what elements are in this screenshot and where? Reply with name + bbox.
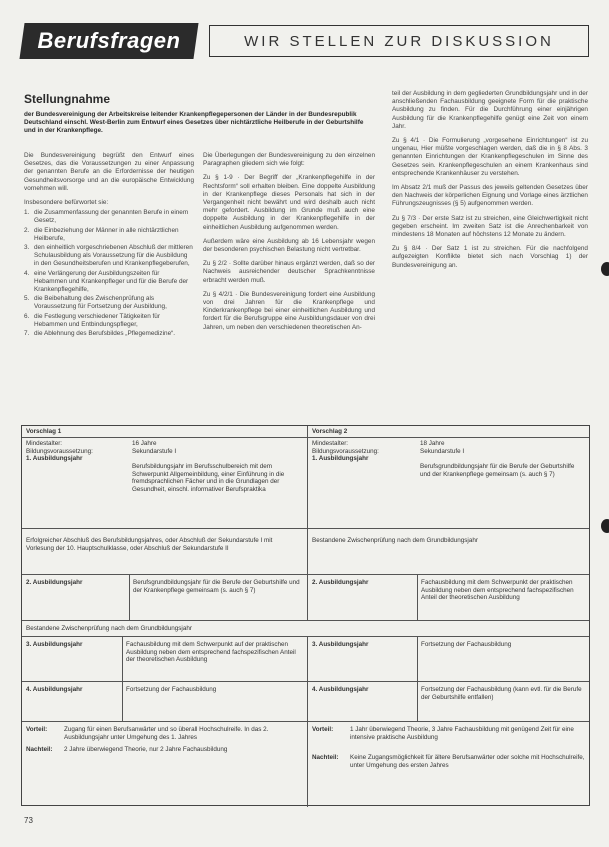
section-title: WIR STELLEN ZUR DISKUSSION: [244, 32, 554, 50]
list-item: 6. die Festlegung verschiedener Tätigkeiten für Hebammen und Entbindungspfleger,: [24, 312, 160, 328]
cell: Fortsetzung der Fachausbildung: [126, 686, 217, 693]
cell: Fortsetzung der Fachausbildung: [421, 641, 512, 648]
list-item: 3. den einheitlich vorgeschriebenen Abschluß der mittleren Schulausbildung als Voraussetzung für die Ausbildung in den Gesundheitsberufen und Krankenpflegeberufen,: [24, 244, 193, 268]
paragraph: Zu § 2/2 · Sollte darüber hinaus ergänzt werden, daß so der Nachweis ausreichender deutscher Sprachkenntnisse erbracht werden muß.: [203, 260, 375, 284]
vorteil-label: Vorteil:: [26, 726, 48, 733]
text-column-3: [392, 90, 588, 276]
paragraph: Im Absatz 2/1 muß der Passus des jeweils geltenden Gesetzes über den Nachweis der körperlichen Eignung und Vorlage eines ärztlichen Führungszeugnisses (§ 5) aufgenommen werden.: [392, 184, 588, 208]
text-column-1: [24, 152, 194, 339]
vorteil-label: Vorteil:: [312, 726, 334, 733]
cell: Fachausbildung mit dem Schwerpunkt der praktischen Ausbildung neben dem entsprechend fachspezifischen Anteil der theoretischen Ausbildung: [421, 579, 574, 602]
paragraph: Zu § 1-9 · Der Begriff der „Krankenpflegehilfe in der Rechtsform“ soll erhalten bleiben. Eine doppelte Ausbildung in der Krankenpflege dieses Personals hat sich in der Vergangenheit nicht bewährt und wird deshalb auch nicht mehr gefordert. Ausbildung im Grunde muß auch eine doppelte Ausbildung in der Krankenpflegehilfe in der einheitlichen Ausbildung aufgenommen werden.: [203, 174, 375, 231]
cell: Fortsetzung der Fachausbildung (kann evtl. für die Berufe der Geburtshilfe entfallen): [421, 686, 582, 701]
v1-labels: Mindestalter: Bildungsvoraussetzung: 1. Ausbildungsjahr: [26, 440, 93, 463]
nachteil-label: Nachteil:: [26, 746, 53, 753]
transition-left: Erfolgreicher Abschluß des Berufsbildungsjahres, oder Abschluß der Sekundarstufe I mit Vorlesung der 10. Hauptschulklasse, oder Abschluß der Sekundarstufe II: [26, 537, 273, 552]
nachteil-label: Nachteil:: [312, 754, 339, 761]
section-tag-label: Berufsfragen: [37, 28, 181, 53]
row-label: 4. Ausbildungsjahr: [26, 686, 83, 693]
v1-title: Vorschlag 1: [26, 428, 62, 435]
paragraph: Zu § 8/4 · Der Satz 1 ist zu streichen. Für die nachfolgend aufgezeigten Konflikte bietet sich nach Vorschlag 1) der Bundesvereinigung an.: [392, 245, 588, 269]
row-label: 2. Ausbildungsjahr: [312, 579, 369, 586]
binder-hole-marker: [601, 262, 609, 276]
section-tag: [19, 23, 198, 59]
cell: Berufsgrundbildungsjahr für die Berufe der Geburtshilfe und der Krankenpflege gemeinsam (s. auch § 7): [133, 579, 300, 594]
list-item: 4. eine Verlängerung der Ausbildungszeiten für Hebammen und Krankenpfleger und für die Berufe der Krankenpflegehilfe,: [24, 269, 189, 294]
v2-vorteil: 1 Jahr überwiegend Theorie, 3 Jahre Fachausbildung mit genügend Zeit für eine intensive praktische Ausbildung: [350, 726, 574, 741]
comparison-table: [21, 425, 590, 806]
list-item: 7. die Ablehnung des Berufsbildes „Pflegemedizine“.: [24, 330, 176, 338]
row-label: 2. Ausbildungsjahr: [26, 579, 83, 586]
v2-title: Vorschlag 2: [312, 428, 348, 435]
paragraph: Die Überlegungen der Bundesvereinigung zu den einzelnen Paragraphen gliedern sich wie folgt:: [203, 152, 375, 168]
list-item: 1. die Zusammenfassung der genannten Berufe in einem Gesetz,: [24, 209, 189, 225]
transition-left-2: Bestandene Zwischenprüfung nach dem Grundbildungsjahr: [26, 625, 192, 632]
v1-nachteil: 2 Jahre überwiegend Theorie, nur 2 Jahre Fachausbildung: [64, 746, 228, 753]
v2-labels: Mindestalter: Bildungsvoraussetzung: 1. Ausbildungsjahr: [312, 440, 379, 463]
article-title: Stellungnahme: [24, 92, 111, 106]
section-title-box: [209, 25, 589, 57]
paragraph: Die Bundesvereinigung begrüßt den Entwurf eines Gesetzes, das die Voraussetzungen zu einer Anpassung der genannten Berufe an die Erfordernisse der heutigen Gesundheitsvorsorge und an die europäische Entwicklung vornehmen will.: [24, 152, 194, 192]
support-list: [24, 209, 194, 338]
row-label: 4. Ausbildungsjahr: [312, 686, 369, 693]
paragraph: Zu § 4/1 · Die Formulierung „vorgesehene Einrichtungen“ ist zu ungenau, Hier müßte vorgeschlagen werden, daß die in § 8 Abs. 3 genannten Einrichtungen der Krankenpflegeschulen im Sinne des Gesetzes sein. Krankenpflegeschulen an einem Krankenhaus sind entsprechende Krankenhäuser zu verstehen.: [392, 137, 588, 177]
text-column-2: [203, 152, 375, 338]
list-item: 5. die Beibehaltung des Zwischenprüfung als Voraussetzung für Fortsetzung der Ausbildung,: [24, 295, 167, 311]
cell: Fachausbildung mit dem Schwerpunkt auf der praktischen Ausbildung neben dem entsprechend fachspezifischen Anteil der theoretischen Ausbildung: [126, 641, 296, 664]
paragraph: Zu § 4/2/1 · Die Bundesvereinigung fordert eine Ausbildung von drei Jahren für die Krankenpflege und Kinderkrankenpflege bei einer einheitlichen Ausbildung und fordert für die Berufsgruppe eine Ausbildungsdauer von drei Jahren, um neben den verschiedenen theoretischen An-: [203, 290, 375, 331]
article-lead: der Bundesvereinigung der Arbeitskreise leitender Krankenpflegepersonen der Länder in der Bundesrepublik Deutschland einschl. West-Berlin zum Entwurf eines Gesetzes über nichtärztliche Heilberufe in der Geburtshilfe und in der Krankenpflege.: [24, 111, 364, 135]
transition-right: Bestandene Zwischenprüfung nach dem Grundbildungsjahr: [312, 537, 478, 544]
page-number: 73: [24, 816, 33, 825]
row-label: 3. Ausbildungsjahr: [312, 641, 369, 648]
v2-nachteil: Keine Zugangsmöglichkeit für ältere Berufsanwärter oder solche mit Hochschulreife, unter Umgehung des ersten Jahres: [350, 754, 585, 769]
binder-hole-marker: [601, 519, 609, 533]
row-label: 3. Ausbildungsjahr: [26, 641, 83, 648]
v1-vorteil: Zugang für einen Berufsanwärter und so überall Hochschulreife. In das 2. Ausbildungsjahr unter Umgehung des 1. Jahres: [64, 726, 269, 741]
paragraph: Zu § 7/3 · Der erste Satz ist zu streichen, eine Gleichwertigkeit nicht gegeben erscheint. Im zweiten Satz ist die Anrechenbarkeit von mindestens 18 Monaten auf höchstens 12 Monate zu ändern.: [392, 214, 588, 239]
paragraph: teil der Ausbildung in dem gegliederten Grundbildungsjahr und in der anschließenden Fachausbildung geeignete Form für die praktische Ausbildung zu finden. Für die Durchführung einer einjährigen Ausbildung für die Krankenpflegehilfe genügt eine Zeit von einem Jahr.: [392, 90, 588, 130]
paragraph: Außerdem wäre eine Ausbildung ab 16 Lebensjahr wegen der besonderen psychischen Belastung nicht vertretbar.: [203, 237, 375, 254]
v1-values: 16 Jahre Sekundarstufe I Berufsbildungsjahr im Berufsschulbereich mit dem Schwerpunkt Allgemeinbildung, einer Einführung in die fremdsprachlichen Fächer und in die Grundlagen der Gesundheit, einschl. informativer Berufspraktika: [132, 440, 285, 493]
v2-values: 18 Jahre Sekundarstufe I Berufsgrundbildungsjahr für die Berufe der Geburtshilfe und der Krankenpflege gemeinsam (s. auch § 7): [420, 440, 575, 478]
list-item: 2. die Einbeziehung der Männer in alle nichtärztlichen Heilberufe,: [24, 226, 179, 242]
paragraph: Insbesondere befürwortet sie:: [24, 199, 109, 207]
